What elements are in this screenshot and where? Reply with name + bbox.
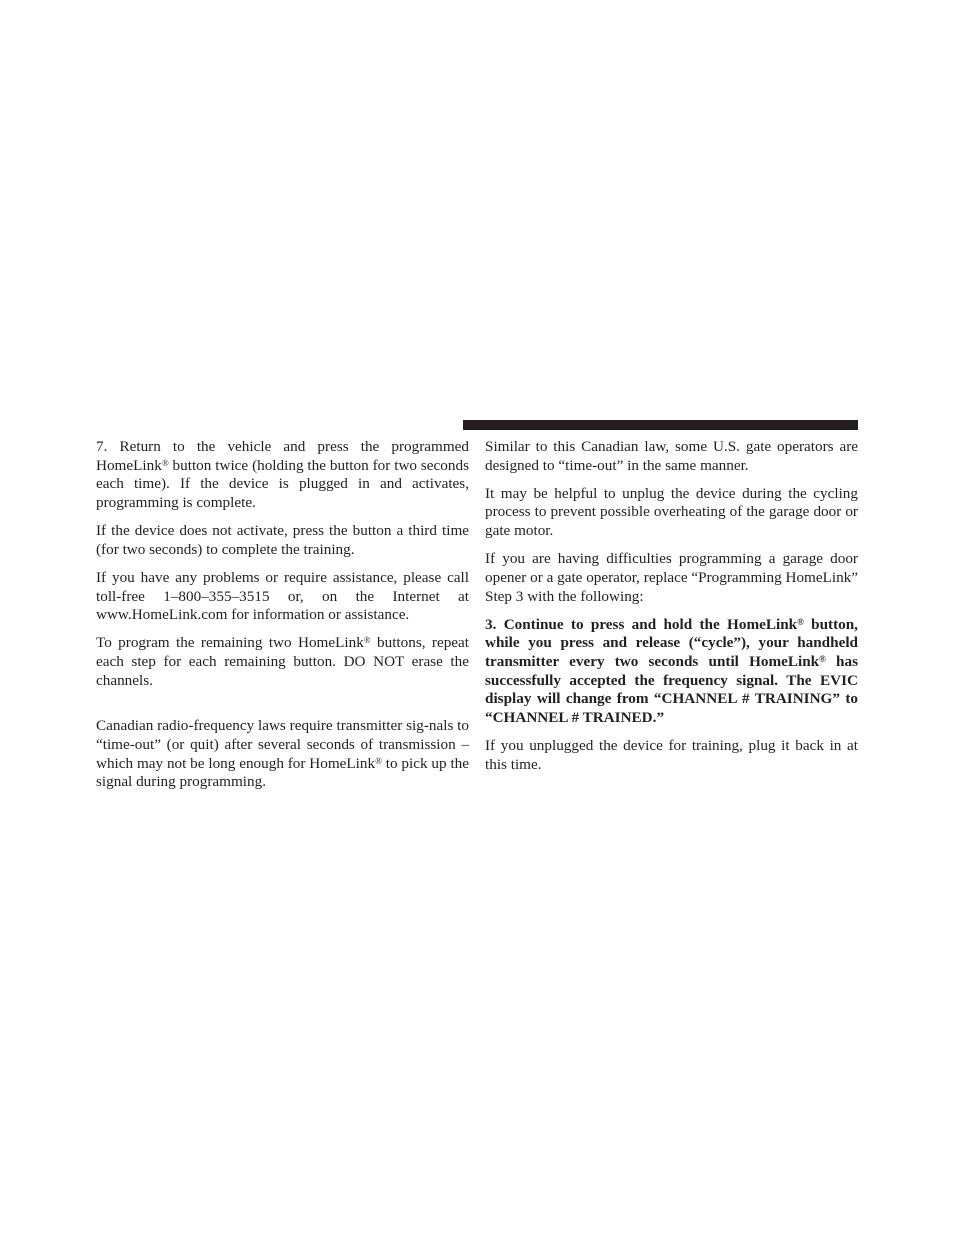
- section-header-bar: [463, 420, 858, 430]
- assistance-paragraph: If you have any problems or require assistance, please call toll-free 1–800–355–3515 or, on the Internet at www.HomeLink.com for information or assistance.: [96, 568, 469, 624]
- third-press-paragraph: If the device does not activate, press the button a third time (for two seconds) to complete the training.: [96, 522, 469, 558]
- unplug-paragraph: It may be helpful to unplug the device during the cycling process to prevent possible overheating of the garage door or gate motor.: [485, 484, 858, 540]
- left-column: [96, 438, 469, 801]
- plug-back-paragraph: If you unplugged the device for training, plug it back in at this time.: [485, 737, 858, 773]
- registered-mark: ®: [797, 616, 804, 627]
- right-column: [485, 438, 858, 784]
- registered-mark: ®: [363, 635, 371, 646]
- step-3-alternate-paragraph: 3. Continue to press and hold the HomeLink® button, while you press and release (“cycle”), your handheld transmitter every two seconds until HomeLink® has successfully accepted the frequency signal. The EVIC display will change from “CHANNEL # TRAINING” to “CHANNEL # TRAINED.”: [485, 615, 858, 727]
- step-7-paragraph: 7. Return to the vehicle and press the programmed HomeLink® button twice (holding the button for two seconds each time). If the device is plugged in and activates, programming is complete.: [96, 438, 469, 512]
- remaining-buttons-paragraph: To program the remaining two HomeLink® buttons, repeat each step for each remaining button. DO NOT erase the channels.: [96, 634, 469, 689]
- us-gate-paragraph: Similar to this Canadian law, some U.S. gate operators are designed to “time-out” in the same manner.: [485, 438, 858, 474]
- difficulties-paragraph: If you are having difficulties programming a garage door opener or a gate operator, replace “Programming HomeLink” Step 3 with the following:: [485, 550, 859, 605]
- canadian-law-paragraph: Canadian radio-frequency laws require transmitter sig-nals to “time-out” (or quit) after several seconds of transmission – which may not be long enough for HomeLink® to pick up the signal during programming.: [96, 717, 469, 791]
- registered-mark: ®: [819, 653, 826, 664]
- registered-mark: ®: [161, 457, 169, 468]
- registered-mark: ®: [375, 755, 382, 766]
